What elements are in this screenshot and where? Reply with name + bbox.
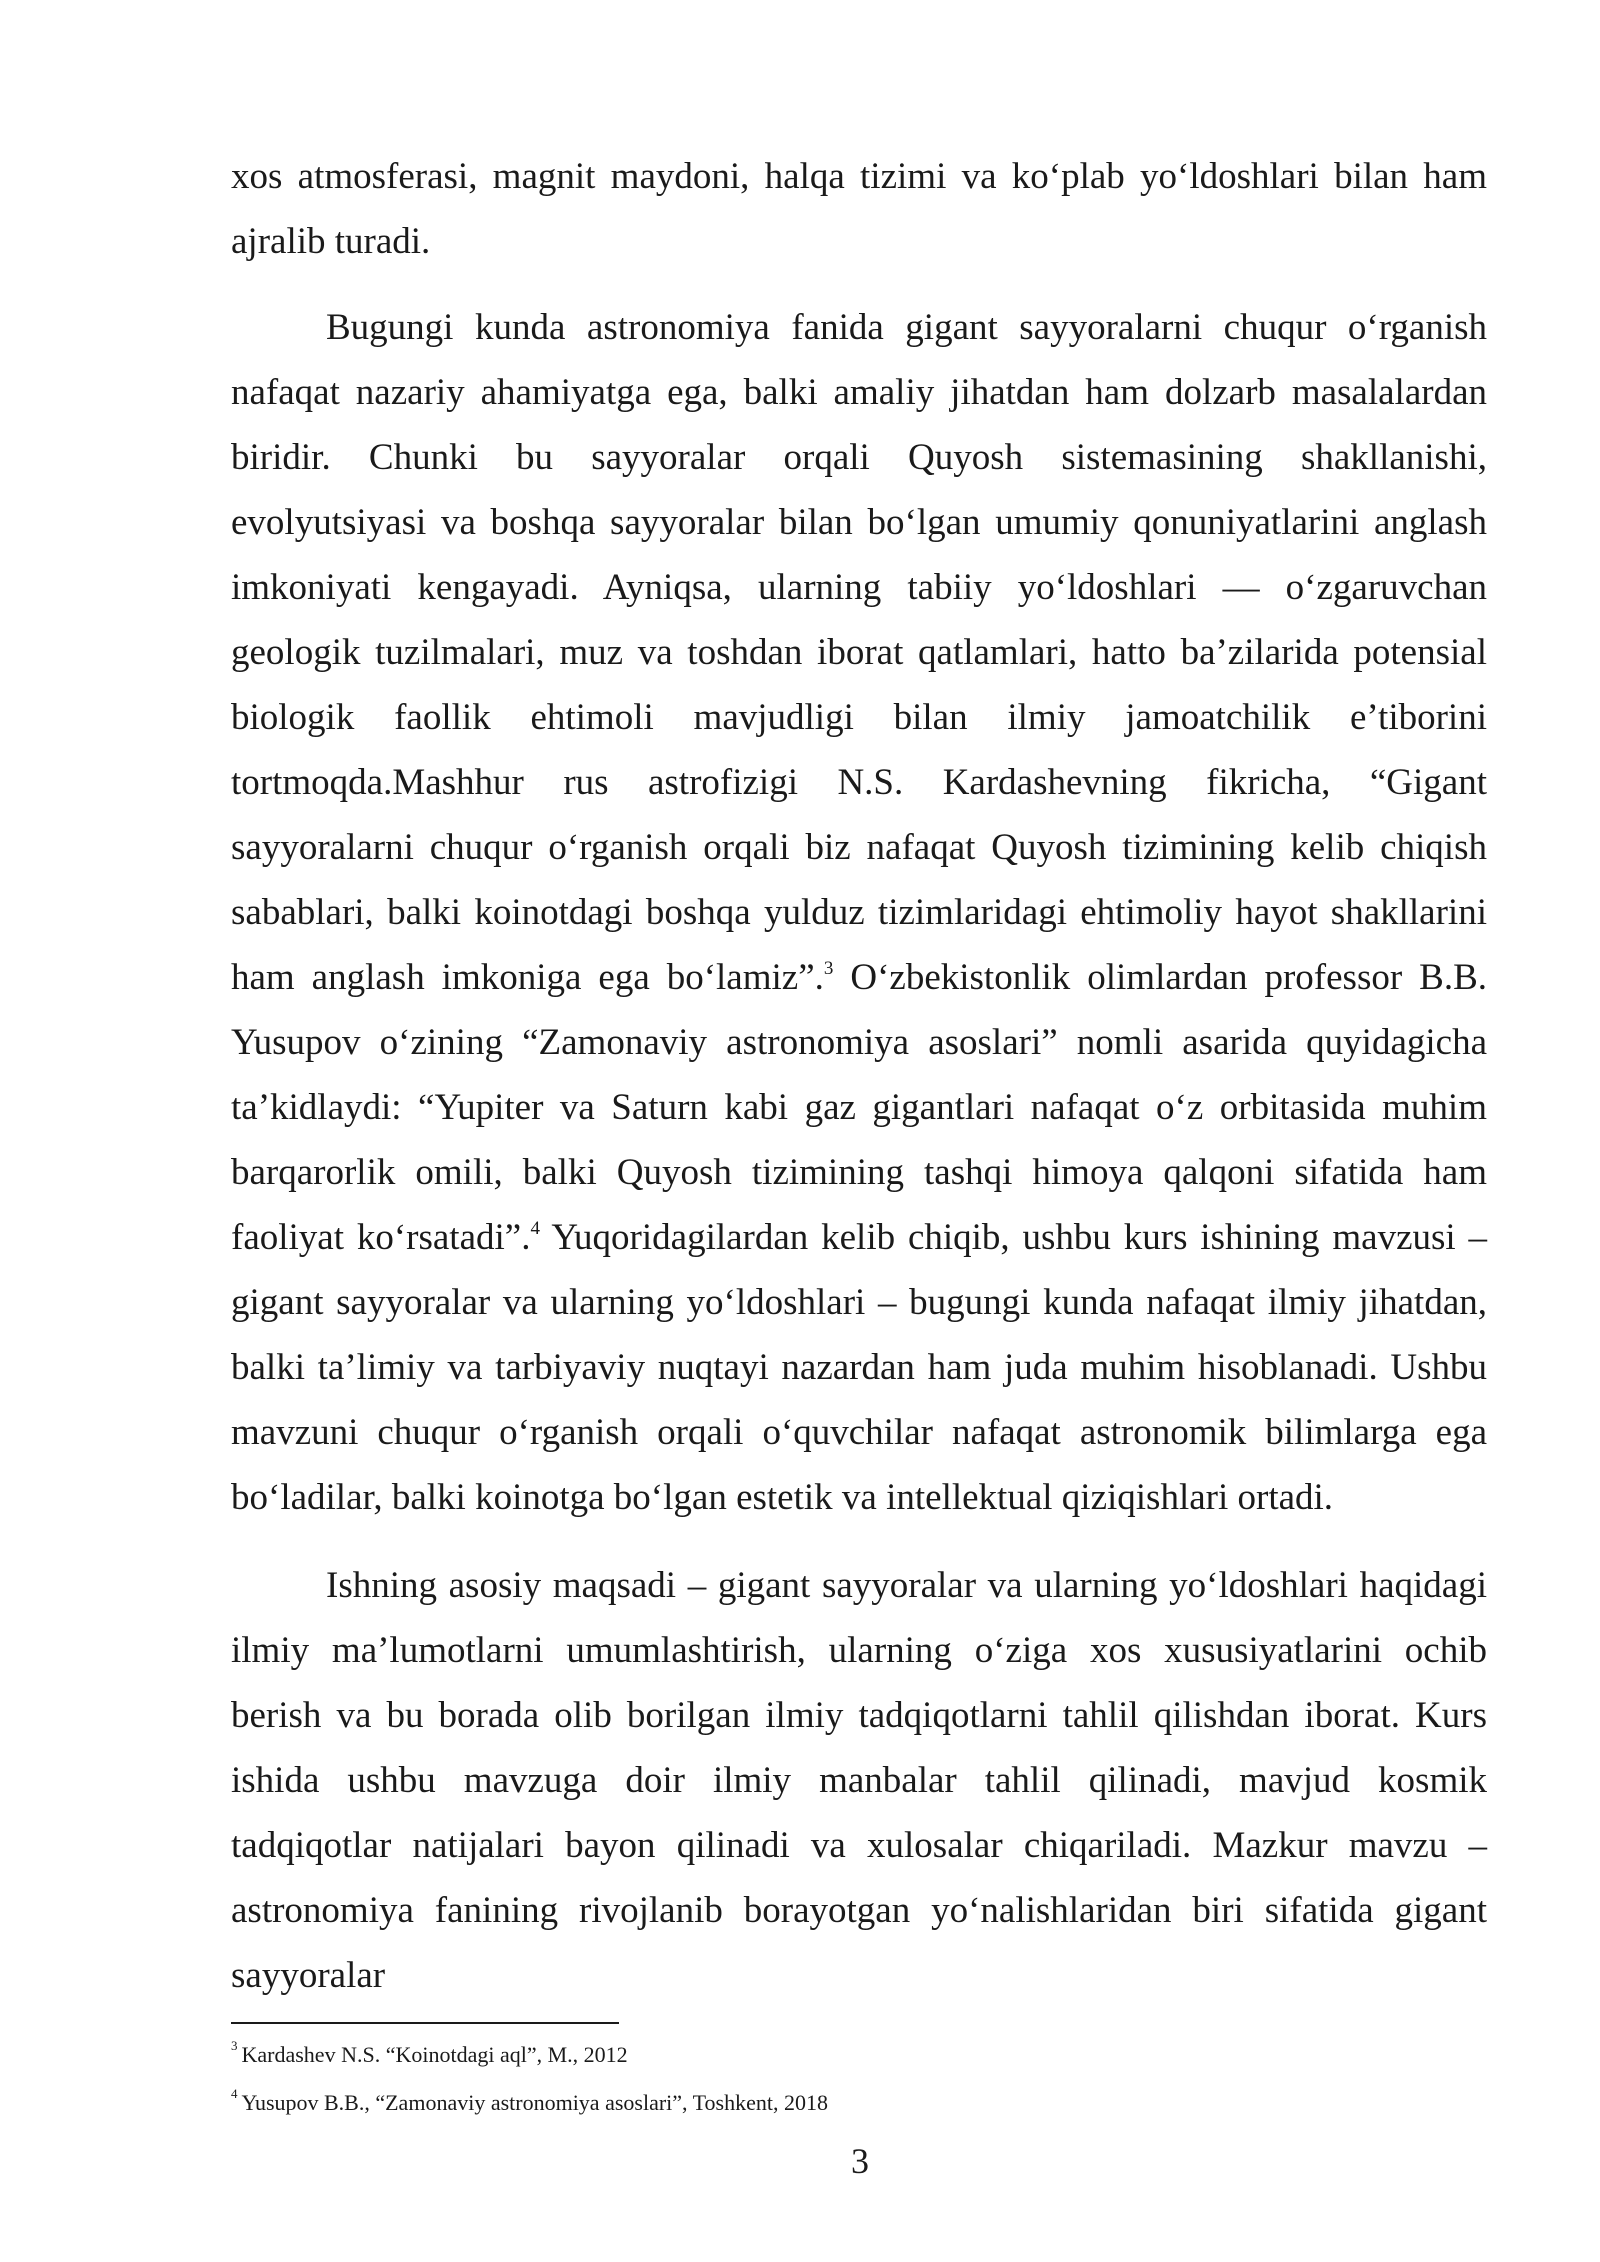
footnote-text: Yusupov B.B., “Zamonaviy astronomiya asoslari”, Toshkent, 2018 <box>241 2090 828 2115</box>
paragraph-continuation <box>231 144 1487 274</box>
footnote-reference-4[interactable]: 4 <box>530 1217 540 1239</box>
footnote-text: Kardashev N.S. “Koinotdagi aql”, M., 2012 <box>241 2042 628 2067</box>
footnote-reference-3[interactable]: 3 <box>823 957 834 979</box>
page-number: 3 <box>851 2141 869 2181</box>
footnote-4 <box>231 2085 828 2118</box>
footnote-3 <box>231 2037 628 2070</box>
footnote-separator <box>231 2022 619 2024</box>
paragraph-text: O‘zbekistonlik olimlardan professor B.B. Yusupov o‘zining “Zamonaviy astronomiya asoslari” nomli asarida quyidagicha ta’kidlaydi: “Yupiter va Saturn kabi gaz gigantlari nafaqat o‘z orbitasida muhim barqarorlik omili, balki Quyosh tizimining tashqi himoya qalqoni sifatida ham faoliyat ko‘rsatadi”. <box>231 957 1487 1258</box>
paragraph-text: Ishning asosiy maqsadi – gigant sayyoralar va ularning yo‘ldoshlari haqidagi ilmiy ma’lumotlarni umumlashtirish, ularning o‘ziga xos xususiyatlarini ochib berish va bu borada olib borilgan ilmiy tadqiqotlarni tahlil qilishdan iborat. Kurs ishida ushbu mavzuga doir ilmiy manbalar tahlil qilinadi, mavjud kosmik tadqiqotlar natijalari bayon qilinadi va xulosalar chiqariladi. Mazkur mavzu – astronomiya fanining rivojlanib borayotgan yo‘nalishlaridan biri sifatida gigant sayyoralar <box>231 1565 1487 1996</box>
footnote-mark: 4 <box>231 2085 238 2101</box>
paragraph-text: xos atmosferasi, magnit maydoni, halqa tizimi va ko‘plab yo‘ldoshlari bilan ham ajralib turadi. <box>231 156 1487 262</box>
footnote-mark: 3 <box>231 2037 238 2053</box>
paragraph-text: Bugungi kunda astronomiya fanida gigant sayyoralarni chuqur o‘rganish nafaqat nazariy ahamiyatga ega, balki amaliy jihatdan ham dolzarb masalalardan biridir. Chunki bu sayyoralar orqali Quyosh sistemasining shakllanishi, evolyutsiyasi va boshqa sayyoralar bilan bo‘lgan umumiy qonuniyatlarini anglash imkoniyati kengayadi. Ayniqsa, ularning tabiiy yo‘ldoshlari — o‘zgaruvchan geologik tuzilmalari, muz va toshdan iborat qatlamlari, hatto ba’zilarida potensial biologik faollik ehtimoli mavjudligi bilan ilmiy jamoatchilik e’tiborini tortmoqda.Mashhur rus astrofizigi N.S. Kardashevning fikricha, “Gigant sayyoralarni chuqur o‘rganish orqali biz nafaqat Quyosh tizimining kelib chiqish sabablari, balki koinotdagi boshqa yulduz tizimlaridagi ehtimoliy hayot shakllarini ham anglash imkoniga ega bo‘lamiz”. <box>231 307 1487 998</box>
paragraph-significance <box>231 295 1487 1530</box>
paragraph-text: Yuqoridagilardan kelib chiqib, ushbu kurs ishining mavzusi – gigant sayyoralar va ularning yo‘ldoshlari – bugungi kunda nafaqat ilmiy jihatdan, balki ta’limiy va tarbiyaviy nuqtayi nazardan ham juda muhim hisoblanadi. Ushbu mavzuni chuqur o‘rganish orqali o‘quvchilar nafaqat astronomik bilimlarga ega bo‘ladilar, balki koinotga bo‘lgan estetik va intellektual qiziqishlari ortadi. <box>231 1217 1488 1518</box>
paragraph-goal <box>231 1553 1487 2008</box>
